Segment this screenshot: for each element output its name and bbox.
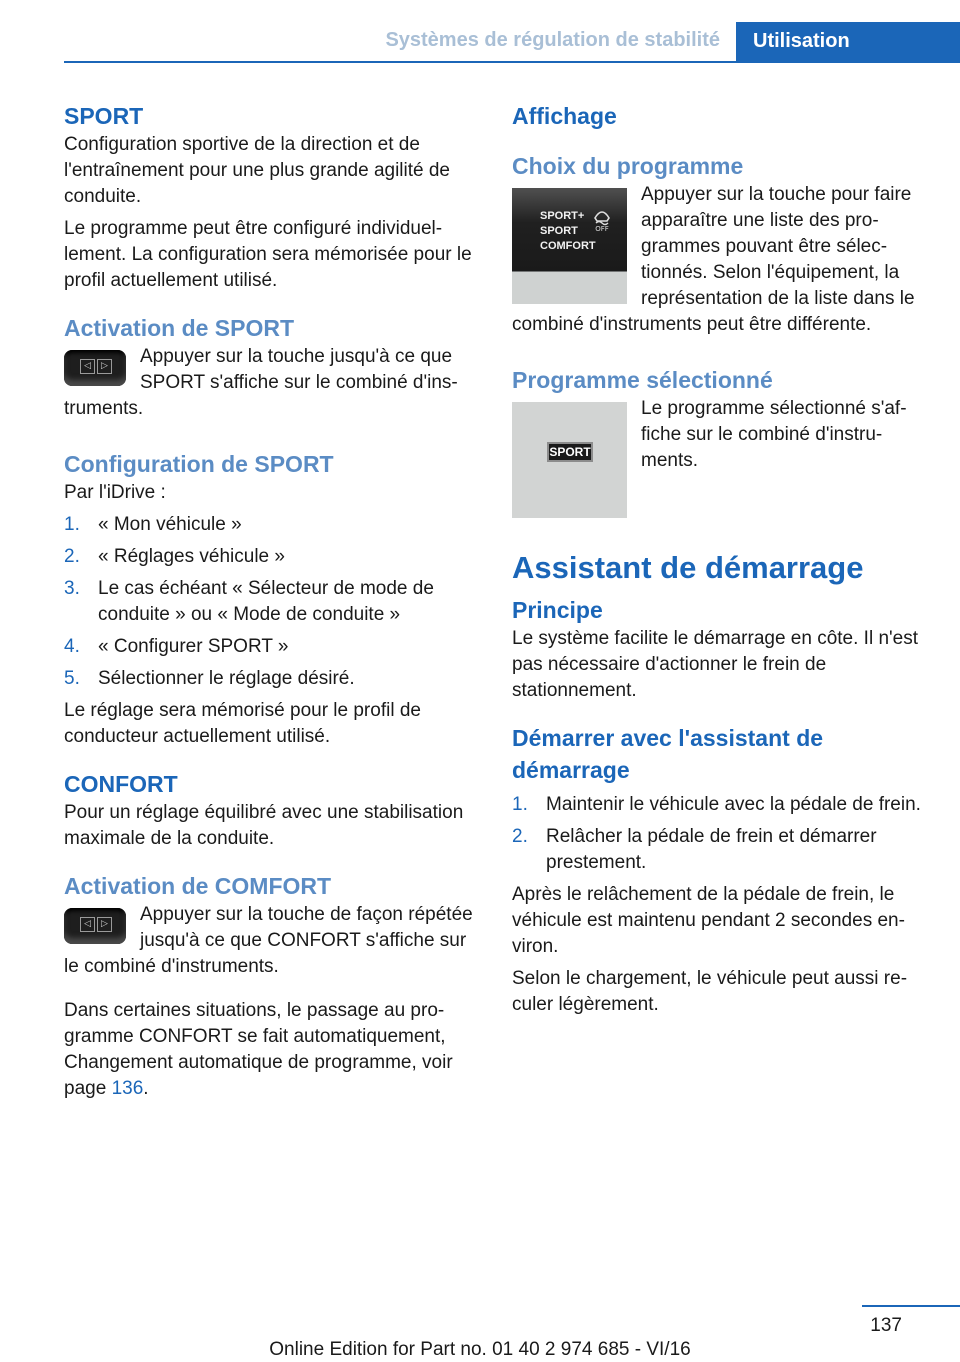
affichage-heading: Affichage	[512, 103, 617, 129]
list-number: 1.	[64, 514, 80, 535]
load-note: Selon le chargement, le véhicule peut aussi reculer légèrement.	[512, 968, 908, 1015]
arrow-right-icon: ▷	[97, 359, 112, 374]
period: .	[143, 1078, 149, 1099]
activation-confort-block	[64, 902, 480, 980]
idrive-intro: Par l'iDrive :	[64, 482, 166, 503]
programme-text: Le programme sélectionné s'affiche sur le combiné d'instruments.	[641, 398, 907, 471]
config-sport-heading: Configuration de SPORT	[64, 451, 334, 477]
off-label: OFF	[595, 225, 609, 232]
auto-switch-text: Dans certaines situations, le passage au programme CONFORT se fait automatiquement, Changement automatique de programme, voir page	[64, 1000, 453, 1099]
selected-program-display-image	[512, 402, 627, 518]
list-item	[512, 792, 928, 818]
list-text: « Mon véhicule »	[98, 514, 242, 535]
demarrer-heading: Démarrer avec l'assistant de démarrage	[512, 725, 824, 783]
arrow-left-icon: ◁	[80, 917, 95, 932]
start-steps-list	[512, 792, 928, 876]
list-number: 4.	[64, 636, 80, 657]
page-link[interactable]: 136	[111, 1078, 144, 1099]
sport-config-note: Le programme peut être configuré individuellement. La configuration sera mémorisée pour le profil actuellement utilisé.	[64, 218, 472, 291]
list-item	[64, 576, 480, 628]
header-rule	[64, 61, 960, 63]
menu-item-sport: SPORT	[540, 225, 578, 237]
programme-heading: Programme sélectionné	[512, 367, 773, 393]
drive-mode-switch-icon	[64, 350, 126, 386]
programme-block	[512, 396, 928, 522]
list-item	[64, 544, 480, 570]
choix-block	[512, 182, 928, 338]
drive-mode-button-image	[64, 908, 126, 944]
list-text: Relâcher la pédale de frein et démarrer prestement.	[546, 826, 877, 873]
list-number: 3.	[64, 578, 80, 599]
stability-off-icon	[590, 204, 614, 232]
page-header	[0, 0, 960, 62]
list-number: 1.	[512, 794, 528, 815]
list-text: Sélectionner le réglage désiré.	[98, 668, 355, 689]
list-item	[64, 512, 480, 538]
drive-mode-button-image	[64, 350, 126, 386]
instrument-display	[512, 188, 627, 304]
list-number: 5.	[64, 668, 80, 689]
edition-footer: Online Edition for Part no. 01 40 2 974 685 - VI/16	[269, 1339, 691, 1360]
auto-switch-paragraph	[64, 998, 480, 1102]
instrument-display	[512, 402, 627, 518]
after-release-text: Après le relâchement de la pédale de frein, le véhicule est maintenu pendant 2 secondes environ.	[512, 884, 905, 957]
chapter-tab[interactable]: Utilisation	[736, 22, 960, 62]
sport-intro: Configuration sportive de la direction et de l'entraînement pour une plus grande agilité de conduite.	[64, 134, 451, 207]
list-item	[512, 824, 928, 876]
choix-heading: Choix du programme	[512, 153, 744, 179]
list-text: Le cas échéant « Sélecteur de mode de conduite » ou « Mode de conduite »	[98, 578, 434, 625]
list-item	[64, 666, 480, 692]
activation-sport-text: Appuyer sur la touche jusqu'à ce que SPORT s'affiche sur le combiné d'instruments.	[64, 346, 458, 419]
sport-badge: SPORT	[547, 442, 593, 462]
arrow-left-icon: ◁	[80, 359, 95, 374]
menu-item-comfort: COMFORT	[540, 240, 596, 252]
confort-intro: Pour un réglage équilibré avec une stabilisation maximale de la conduite.	[64, 802, 464, 849]
list-text: « Configurer SPORT »	[98, 636, 289, 657]
section-title: Systèmes de régulation de stabilité	[385, 29, 720, 51]
choix-text: Appuyer sur la touche pour faire apparaître une liste des programmes pouvant être sélectionnés. Selon l'équipement, la représentation de la liste dans le combiné d'instruments peut être différente.	[512, 184, 915, 335]
list-item	[64, 634, 480, 660]
activation-confort-text: Appuyer sur la touche de façon répétée jusqu'à ce que CONFORT s'affiche sur le combiné d'instruments.	[64, 904, 473, 977]
right-column	[512, 100, 928, 1018]
activation-confort-heading: Activation de COMFORT	[64, 873, 332, 899]
activation-sport-heading: Activation de SPORT	[64, 315, 295, 341]
confort-heading: CONFORT	[64, 771, 178, 797]
save-note: Le réglage sera mémorisé pour le profil de conducteur actuellement utilisé.	[64, 700, 421, 747]
arrow-right-icon: ▷	[97, 917, 112, 932]
program-list-display-image	[512, 188, 627, 304]
list-text: Maintenir le véhicule avec la pédale de frein.	[546, 794, 921, 815]
list-number: 2.	[64, 546, 80, 567]
assistant-heading: Assistant de démarrage	[512, 550, 864, 585]
list-number: 2.	[512, 826, 528, 847]
menu-item-sport-plus: SPORT+	[540, 210, 585, 222]
footer-rule	[862, 1305, 960, 1307]
principe-heading: Principe	[512, 597, 603, 623]
principe-text: Le système facilite le démarrage en côte. Il n'est pas nécessaire d'actionner le frein de stationnement.	[512, 628, 918, 701]
activation-sport-block	[64, 344, 480, 422]
left-column	[64, 100, 480, 1102]
list-text: « Réglages véhicule »	[98, 546, 285, 567]
drive-mode-switch-icon	[64, 908, 126, 944]
page-number: 137	[870, 1315, 902, 1336]
sport-heading: SPORT	[64, 103, 144, 129]
config-steps-list	[64, 512, 480, 692]
